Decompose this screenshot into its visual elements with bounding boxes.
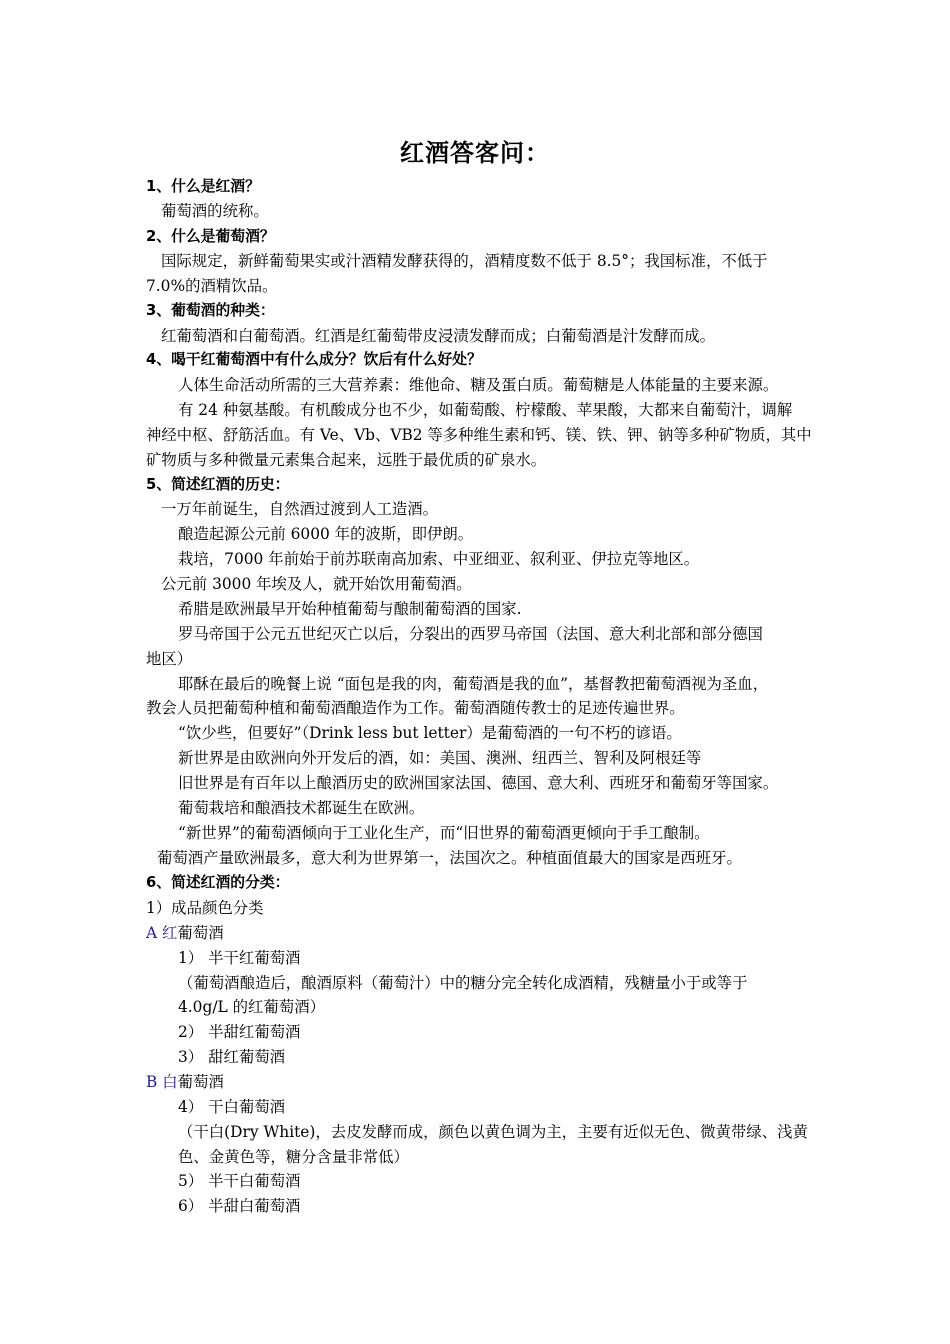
answer-4-line-3: 神经中枢、舒筋活血。有 Ve、Vb、VB2 等多种维生素和钙、镁、铁、钾、钠等多种矿物质，其中	[146, 426, 812, 444]
history-line-1: 一万年前诞生，自然酒过渡到人工造酒。	[161, 500, 439, 518]
history-line-12: 旧世界是有百年以上酿酒历史的欧洲国家法国、德国、意大利、西班牙和葡萄牙等国家。	[178, 774, 779, 792]
history-line-6: 罗马帝国于公元五世纪灭亡以后，分裂出的西罗马帝国（法国、意大利北部和部分德国	[178, 625, 763, 643]
answer-3-text: 红葡萄酒和白葡萄酒。红酒是红葡萄带皮浸渍发酵而成；白葡萄酒是汁发酵而成。	[161, 327, 716, 345]
answer-4-line-2: 有 24 种氨基酸。有机酸成分也不少，如葡萄酸、柠檬酸、苹果酸，大都来自葡萄汁，调解	[178, 401, 793, 419]
answer-2-line-2: 7.0%的酒精饮品。	[146, 277, 278, 295]
history-line-5: 希腊是欧洲最早开始种植葡萄与酿制葡萄酒的国家.	[178, 600, 522, 618]
history-line-7: 地区）	[146, 650, 193, 668]
history-line-4: 公元前 3000 年埃及人，就开始饮用葡萄酒。	[161, 575, 472, 593]
answer-2-line-1: 国际规定，新鲜葡萄果实或汁酒精发酵获得的，酒精度数不低于 8.5°；我国标准，不低于	[161, 252, 768, 270]
category-white-heading	[146, 1072, 224, 1092]
red-item-2: 2） 半甜红葡萄酒	[178, 1023, 301, 1041]
classification-color-heading: 1）成品颜色分类	[146, 899, 264, 917]
white-item-4-desc-line-1: （干白(Dry White)，去皮发酵而成，颜色以黄色调为主，主要有近似无色、微黄带绿、浅黄	[178, 1123, 808, 1141]
white-item-6: 6） 半甜白葡萄酒	[178, 1197, 301, 1215]
red-item-3: 3） 甜红葡萄酒	[178, 1048, 286, 1066]
red-item-1-desc-line-1: （葡萄酒酿造后，酿酒原料（葡萄汁）中的糖分完全转化成酒精，残糖量小于或等于	[178, 974, 748, 992]
question-6-heading: 6、简述红酒的分类：	[146, 874, 290, 891]
white-item-4: 4） 干白葡萄酒	[178, 1098, 286, 1116]
category-red-heading	[146, 923, 224, 943]
question-4-heading: 4、喝干红葡萄酒中有什么成分？饮后有什么好处？	[146, 351, 482, 368]
red-item-1: 1） 半干红葡萄酒	[178, 949, 301, 967]
page-title: 红酒答客问：	[400, 138, 550, 167]
history-line-2: 酿造起源公元前 6000 年的波斯，即伊朗。	[178, 525, 474, 543]
answer-4-line-4: 矿物质与多种微量元素集合起来，远胜于最优质的矿泉水。	[146, 451, 547, 469]
history-line-9: 教会人员把葡萄种植和葡萄酒酿造作为工作。葡萄酒随传教士的足迹传遍世界。	[146, 699, 685, 717]
category-white-label: 葡萄酒	[177, 1073, 224, 1091]
question-5-heading: 5、简述红酒的历史：	[146, 476, 290, 493]
history-line-3: 栽培，7000 年前始于前苏联南高加索、中亚细亚、叙利亚、伊拉克等地区。	[178, 550, 700, 568]
history-line-13: 葡萄栽培和酿酒技术都诞生在欧洲。	[178, 799, 425, 817]
history-line-14: “新世界”的葡萄酒倾向于工业化生产，而“旧世界的葡萄酒更倾向于手工酿制。	[178, 824, 710, 842]
red-item-1-desc-line-2: 4.0g/L 的红葡萄酒）	[178, 998, 325, 1016]
category-red-label: 葡萄酒	[177, 924, 224, 942]
history-line-15: 葡萄酒产量欧洲最多，意大利为世界第一，法国次之。种植面值最大的国家是西班牙。	[157, 849, 742, 867]
question-2-heading: 2、什么是葡萄酒？	[146, 228, 275, 245]
white-item-5: 5） 半干白葡萄酒	[178, 1172, 301, 1190]
white-item-4-desc-line-2: 色、金黄色等，糖分含量非常低）	[178, 1148, 409, 1166]
question-1-heading: 1、什么是红酒？	[146, 178, 260, 195]
history-line-10: “饮少些，但要好”（Drink less but letter）是葡萄酒的一句不朽的谚语。	[178, 724, 682, 742]
history-line-8: 耶酥在最后的晚餐上说 “面包是我的肉，葡萄酒是我的血”，基督教把葡萄酒视为圣血，	[178, 675, 769, 693]
answer-1-text: 葡萄酒的统称。	[161, 202, 269, 220]
history-line-11: 新世界是由欧洲向外开发后的酒，如：美国、澳洲、纽西兰、智利及阿根廷等	[178, 749, 702, 767]
category-white-letter: B 白	[146, 1073, 178, 1091]
answer-4-line-1: 人体生命活动所需的三大营养素：维他命、糖及蛋白质。葡萄糖是人体能量的主要来源。	[178, 376, 779, 394]
question-3-heading: 3、葡萄酒的种类：	[146, 302, 275, 319]
category-red-letter: A 红	[146, 924, 178, 942]
